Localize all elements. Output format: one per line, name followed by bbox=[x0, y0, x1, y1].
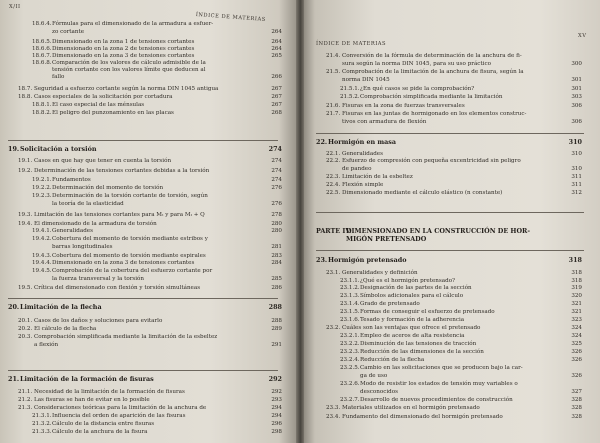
right-section-rule bbox=[316, 133, 584, 134]
right-section-number: 23.3. bbox=[326, 405, 341, 411]
left-toc-line bbox=[32, 276, 144, 282]
left-toc-line bbox=[32, 421, 154, 427]
left-toc-line bbox=[32, 193, 208, 199]
left-page-number: 280 bbox=[271, 221, 282, 227]
right-page-number: 323 bbox=[571, 317, 582, 323]
left-toc-line bbox=[32, 29, 84, 35]
left-toc-line bbox=[8, 146, 96, 152]
right-page-number: 306 bbox=[571, 103, 582, 109]
left-section-title: Las fisuras se han de evitar en lo posible bbox=[34, 397, 150, 403]
left-section-number: 21.2. bbox=[18, 397, 33, 403]
right-toc-line bbox=[326, 61, 491, 67]
right-toc-line bbox=[316, 257, 407, 263]
left-toc-line bbox=[32, 260, 194, 266]
left-section-number: 18.8.1. bbox=[32, 102, 52, 108]
left-section-title: Dimensionado en la zona 1 de tensiones cortantes bbox=[52, 39, 195, 45]
left-page-number: 285 bbox=[271, 276, 282, 282]
left-section-title: Dimensionado en la zona 3 de tensiones cortantes bbox=[52, 53, 195, 59]
left-section-title: Generalidades bbox=[52, 228, 93, 234]
left-section-title: Determinación de las tensiones cortantes debidas a la torsión bbox=[34, 168, 210, 174]
right-page-number: 310 bbox=[571, 151, 582, 157]
left-section-number: 18.8. bbox=[18, 94, 33, 100]
left-toc-line bbox=[18, 168, 209, 174]
left-toc-line bbox=[32, 201, 124, 207]
left-page-number: 264 bbox=[271, 39, 282, 45]
left-section-title: Dimensionado en la zona 3 de tensiones cortantes bbox=[52, 260, 195, 266]
right-section-title: Reducción de la flecha bbox=[360, 357, 425, 363]
left-section-title: Comprobación simplificada mediante la limitación de la esbeltez bbox=[34, 334, 218, 340]
right-section-title: DIMENSIONADO EN LA CONSTRUCCIÓN DE HOR- bbox=[346, 227, 530, 235]
right-page-number: 321 bbox=[571, 309, 582, 315]
left-section-title: Comparación de los valores de cálculo admisible de la bbox=[52, 60, 206, 66]
left-toc-line bbox=[32, 74, 64, 80]
right-toc-line bbox=[340, 349, 484, 355]
right-toc-line bbox=[316, 236, 426, 242]
left-section-rule bbox=[8, 298, 278, 299]
left-section-number: 19.2.2. bbox=[32, 185, 52, 191]
right-page-number: 326 bbox=[571, 373, 582, 379]
left-page-number: 274 bbox=[271, 177, 282, 183]
right-section-number: 23.2. bbox=[326, 325, 341, 331]
right-page-number: 324 bbox=[571, 333, 582, 339]
right-page bbox=[300, 0, 600, 443]
left-toc-line bbox=[18, 158, 171, 164]
right-toc-line bbox=[340, 86, 474, 92]
right-section-title: Disminución de las tensiones de tracción bbox=[360, 341, 477, 347]
right-toc-line bbox=[326, 53, 522, 59]
right-page-number: 311 bbox=[571, 174, 582, 180]
left-page-number: 278 bbox=[271, 212, 282, 218]
left-toc-line bbox=[18, 94, 173, 100]
left-toc-line bbox=[32, 429, 148, 435]
left-page-number: 276 bbox=[271, 201, 282, 207]
right-section-rule bbox=[316, 212, 584, 213]
right-section-number: 23.1.1. bbox=[340, 278, 360, 284]
left-section-number: 19.2.3. bbox=[32, 193, 52, 199]
left-page-number: 288 bbox=[268, 303, 282, 311]
right-page-number: 300 bbox=[571, 61, 582, 67]
left-page-number: 296 bbox=[271, 421, 282, 427]
left-section-title: Seguridad a esfuerzo cortante según la norma DIN 1045 antigua bbox=[34, 86, 219, 92]
left-section-number: 19.4.3. bbox=[32, 253, 52, 259]
left-page-number: 274 bbox=[271, 168, 282, 174]
right-page-number: 303 bbox=[571, 94, 582, 100]
right-section-title: Grado de pretensado bbox=[360, 301, 420, 307]
left-page-number: 288 bbox=[271, 318, 282, 324]
left-page-number: 289 bbox=[271, 326, 282, 332]
right-page-number: 327 bbox=[571, 389, 582, 395]
left-section-title: Cálculo de la anchura de la fisura bbox=[52, 429, 148, 435]
left-section-number: 19. bbox=[8, 145, 20, 153]
left-page-number: 283 bbox=[271, 253, 282, 259]
left-section-title: barras longitudinales bbox=[52, 244, 113, 250]
left-toc-line bbox=[32, 53, 194, 59]
left-page-number: 293 bbox=[271, 397, 282, 403]
left-toc-line bbox=[32, 46, 194, 52]
right-toc-line bbox=[340, 293, 463, 299]
right-toc-line bbox=[340, 309, 495, 315]
left-section-number: 19.4.5. bbox=[32, 268, 52, 274]
left-section-number: 18.6.6. bbox=[32, 46, 52, 52]
left-section-title: fallo bbox=[52, 74, 65, 80]
right-section-title: Dimensionado mediante el cálculo elástico (n constante) bbox=[342, 190, 503, 196]
right-toc-line bbox=[326, 174, 413, 180]
right-page-number: 311 bbox=[571, 182, 582, 188]
right-section-rule bbox=[316, 250, 584, 251]
left-toc-line bbox=[18, 86, 218, 92]
right-section-number: 23.1. bbox=[326, 270, 341, 276]
right-section-title: Generalidades y definición bbox=[342, 270, 418, 276]
left-page-number: 294 bbox=[271, 405, 282, 411]
left-toc-line bbox=[32, 177, 91, 183]
right-section-title: Comprobación de la limitación de la anchura de fisura, según la bbox=[342, 69, 524, 75]
right-section-title: Limitación de la esbeltez bbox=[342, 174, 413, 180]
left-page-number: 298 bbox=[271, 429, 282, 435]
left-toc-line bbox=[18, 326, 96, 332]
left-page-number: 294 bbox=[271, 413, 282, 419]
left-section-number: 18.6.4. bbox=[32, 21, 52, 27]
left-section-number: 19.1. bbox=[18, 158, 33, 164]
right-section-title: desconocidos bbox=[360, 389, 398, 395]
left-page-number: 265 bbox=[271, 53, 282, 59]
left-section-number: 18.6.8. bbox=[32, 60, 52, 66]
right-section-title: Cambio en las solicitaciones que se producen bajo la car- bbox=[360, 365, 523, 371]
left-section-number: 21.3. bbox=[18, 405, 33, 411]
left-section-title: Cobertura del momento de torsión mediante estribos y bbox=[52, 236, 208, 242]
left-toc-line bbox=[32, 236, 208, 242]
right-page-number: 310 bbox=[568, 138, 582, 146]
right-section-number: 21.5. bbox=[326, 69, 341, 75]
left-section-title: Cálculo de la distancia entre fisuras bbox=[52, 421, 155, 427]
left-section-title: Limitación de la formación de fisuras bbox=[20, 375, 154, 383]
right-section-title: Materiales utilizados en el hormigón pretensado bbox=[342, 405, 480, 411]
right-section-title: Fisuras en la zona de fuerzas transversales bbox=[342, 103, 465, 109]
left-section-number: 19.2.1. bbox=[32, 177, 52, 183]
right-page-number: 326 bbox=[571, 357, 582, 363]
left-section-title: Comprobación de la cobertura del esfuerzo cortante por bbox=[52, 268, 213, 274]
right-section-title: Flexión simple bbox=[342, 182, 384, 188]
left-page-number: 267 bbox=[271, 102, 282, 108]
right-section-title: Tesado y formación de la adherencia bbox=[360, 317, 465, 323]
left-section-number: 18.8.2. bbox=[32, 110, 52, 116]
left-toc-line bbox=[18, 405, 206, 411]
left-section-title: Dimensionado en la zona 2 de tensiones cortantes bbox=[52, 46, 195, 52]
left-section-title: Influencia del orden de aparición de las fisuras bbox=[52, 413, 186, 419]
right-folio: XV bbox=[578, 33, 587, 39]
right-toc-line bbox=[340, 357, 424, 363]
right-section-number: 23.2.1. bbox=[340, 333, 360, 339]
left-section-number: 20.1. bbox=[18, 318, 33, 324]
left-toc-line bbox=[18, 212, 205, 218]
left-page-number: 292 bbox=[268, 375, 282, 383]
left-section-title: tensión cortante con los valores límite que deducen al bbox=[52, 67, 206, 73]
right-section-title: ¿En qué casos se pide la comprobación? bbox=[360, 86, 475, 92]
right-toc-line bbox=[340, 94, 502, 100]
right-section-title: Fundamento del dimensionado del hormigón pretensado bbox=[342, 414, 503, 420]
right-section-number: 23.2.4. bbox=[340, 357, 360, 363]
right-toc-line bbox=[326, 325, 480, 331]
right-section-number: 21.5.2. bbox=[340, 94, 360, 100]
left-toc-line bbox=[32, 102, 144, 108]
right-toc-line bbox=[340, 301, 420, 307]
right-page-number: 318 bbox=[571, 270, 582, 276]
left-toc-line bbox=[18, 389, 185, 395]
left-section-number: 21.3.2. bbox=[32, 421, 52, 427]
right-section-title: tivos con armadura de flexión bbox=[342, 119, 427, 125]
right-section-number: 23.2.5. bbox=[340, 365, 360, 371]
left-section-title: Casos en que hay que tener en cuenta la torsión bbox=[34, 158, 172, 164]
right-toc-line bbox=[340, 317, 464, 323]
right-toc-line bbox=[326, 151, 383, 157]
left-section-title: Crítica del dimensionado con flexión y torsión simultáneas bbox=[34, 285, 201, 291]
left-section-title: Consideraciones teóricas para la limitación de la anchura de bbox=[34, 405, 207, 411]
right-page-number: 328 bbox=[571, 414, 582, 420]
left-section-title: El cálculo de la flecha bbox=[34, 326, 97, 332]
left-section-number: 19.3. bbox=[18, 212, 33, 218]
left-section-title: Casos de los daños y soluciones para evitarlo bbox=[34, 318, 163, 324]
right-section-number: 21.7. bbox=[326, 111, 341, 117]
right-section-number: 23.2.6. bbox=[340, 381, 360, 387]
left-toc-line bbox=[18, 318, 162, 324]
right-section-number: 22.4. bbox=[326, 182, 341, 188]
right-section-title: Formas de conseguir el esfuerzo de pretensado bbox=[360, 309, 495, 315]
right-toc-line bbox=[340, 365, 523, 371]
left-toc-line bbox=[32, 39, 194, 45]
right-toc-line bbox=[340, 381, 518, 387]
left-section-title: Fundamentos bbox=[52, 177, 91, 183]
left-toc-line bbox=[18, 342, 58, 348]
right-section-title: Desarrollo de nuevos procedimientos de construcción bbox=[360, 397, 513, 403]
right-toc-line bbox=[316, 139, 396, 145]
left-section-title: Limitación de las tensiones cortantes para Mₜ y para Mₜ + Q bbox=[34, 212, 205, 218]
right-section-title: Hormigón pretensado bbox=[328, 256, 407, 264]
book-gutter bbox=[296, 0, 304, 443]
right-section-number: 22.2. bbox=[326, 158, 341, 164]
right-toc-line bbox=[326, 119, 426, 125]
right-running-head: ÍNDICE DE MATERIAS bbox=[316, 41, 387, 47]
right-page-number: 318 bbox=[571, 278, 582, 284]
right-section-number: 23.2.7. bbox=[340, 397, 360, 403]
left-section-title: El caso especial de las ménsulas bbox=[52, 102, 145, 108]
right-page-number: 324 bbox=[571, 325, 582, 331]
right-section-number: 23.4. bbox=[326, 414, 341, 420]
right-toc-line bbox=[340, 373, 387, 379]
left-page-number: 280 bbox=[271, 228, 282, 234]
left-toc-line bbox=[8, 304, 102, 310]
right-toc-line bbox=[326, 414, 503, 420]
right-section-number: 22.1. bbox=[326, 151, 341, 157]
right-toc-line bbox=[326, 190, 502, 196]
left-toc-line bbox=[32, 21, 213, 27]
right-section-number: 23.1.3. bbox=[340, 293, 360, 299]
right-section-number: 21.4. bbox=[326, 53, 341, 59]
right-toc-line bbox=[326, 158, 521, 164]
left-page-number: 292 bbox=[271, 389, 282, 395]
left-section-title: Solicitación a torsión bbox=[20, 145, 97, 153]
left-toc-line bbox=[18, 221, 157, 227]
left-toc-line bbox=[18, 397, 150, 403]
left-section-number: 21.1. bbox=[18, 389, 33, 395]
left-page-number: 267 bbox=[271, 86, 282, 92]
right-toc-line bbox=[326, 182, 383, 188]
right-section-number: 21.5.1. bbox=[340, 86, 360, 92]
right-section-title: Esfuerzo de compresión con pequeña excentricidad sin peligro bbox=[342, 158, 521, 164]
right-toc-line bbox=[326, 270, 418, 276]
left-toc-line bbox=[32, 413, 185, 419]
right-toc-line bbox=[326, 111, 526, 117]
left-toc-line bbox=[18, 334, 217, 340]
right-toc-line bbox=[340, 333, 464, 339]
right-section-title: MIGÓN PRETENSADO bbox=[346, 235, 427, 243]
left-page-number: 284 bbox=[271, 260, 282, 266]
left-folio: X/II bbox=[9, 4, 21, 10]
left-page-number: 266 bbox=[271, 74, 282, 80]
right-section-title: Hormigón en masa bbox=[328, 138, 397, 146]
right-page-number: 321 bbox=[571, 301, 582, 307]
right-section-number: 22. bbox=[316, 138, 328, 146]
left-toc-line bbox=[32, 110, 174, 116]
right-section-title: Generalidades bbox=[342, 151, 383, 157]
left-toc-line bbox=[18, 285, 200, 291]
right-page-number: 318 bbox=[568, 256, 582, 264]
right-section-number: 23.1.6. bbox=[340, 317, 360, 323]
left-section-title: Determinación del momento de torsión bbox=[52, 185, 164, 191]
left-page-number: 274 bbox=[271, 158, 282, 164]
left-section-title: Necesidad de la limitación de la formación de fisuras bbox=[34, 389, 185, 395]
right-page-number: 328 bbox=[571, 405, 582, 411]
left-page-number: 281 bbox=[271, 244, 282, 250]
left-section-title: la fuerza transversal y la torsión bbox=[52, 276, 145, 282]
left-page-number: 291 bbox=[271, 342, 282, 348]
right-page-number: 306 bbox=[571, 119, 582, 125]
right-section-number: 23.1.4. bbox=[340, 301, 360, 307]
left-toc-line bbox=[32, 268, 212, 274]
left-toc-line bbox=[32, 185, 163, 191]
left-section-title: El peligro del punzonamiento en las placas bbox=[52, 110, 174, 116]
left-toc-line bbox=[32, 253, 206, 259]
left-section-title: Limitación de la flecha bbox=[20, 303, 102, 311]
right-page-number: 326 bbox=[571, 349, 582, 355]
left-toc-line bbox=[32, 67, 206, 73]
right-toc-line bbox=[326, 405, 480, 411]
left-toc-line bbox=[8, 376, 154, 382]
right-section-number: 21.6. bbox=[326, 103, 341, 109]
left-section-title: Fórmulas para el dimensionado de la armadura a esfuer- bbox=[52, 21, 214, 27]
left-section-number: 19.4. bbox=[18, 221, 33, 227]
left-section-title: El dimensionado de la armadura de torsión bbox=[34, 221, 157, 227]
right-section-number: 22.5. bbox=[326, 190, 341, 196]
right-section-number: 23. bbox=[316, 256, 328, 264]
left-section-title: zo cortante bbox=[52, 29, 85, 35]
right-toc-line bbox=[340, 285, 472, 291]
right-section-number: 23.1.2. bbox=[340, 285, 360, 291]
left-section-number: 19.5. bbox=[18, 285, 33, 291]
left-section-number: 18.7. bbox=[18, 86, 33, 92]
left-section-number: 21.3.3. bbox=[32, 429, 52, 435]
right-page-number: 328 bbox=[571, 397, 582, 403]
left-section-number: 21. bbox=[8, 375, 20, 383]
left-section-rule bbox=[8, 370, 278, 371]
right-section-title: Designación de las partes de la sección bbox=[360, 285, 472, 291]
right-toc-line bbox=[326, 69, 524, 75]
right-section-number: 22.3. bbox=[326, 174, 341, 180]
right-page-number: 301 bbox=[571, 77, 582, 83]
right-section-title: ¿Qué es el hormigón pretensado? bbox=[360, 278, 456, 284]
right-toc-line bbox=[340, 389, 398, 395]
right-section-number: 23.2.2. bbox=[340, 341, 360, 347]
right-page-number: 320 bbox=[571, 293, 582, 299]
right-toc-line bbox=[326, 103, 465, 109]
left-section-rule bbox=[8, 140, 278, 141]
left-section-number: 19.4.4. bbox=[32, 260, 52, 266]
left-section-number: 19.2. bbox=[18, 168, 33, 174]
right-section-title: ga de uso bbox=[360, 373, 388, 379]
left-page-number: 264 bbox=[271, 29, 282, 35]
right-page-number: 312 bbox=[571, 190, 582, 196]
left-toc-line bbox=[32, 228, 93, 234]
left-section-title: Casos especiales de la solicitación por cortadura bbox=[34, 94, 173, 100]
right-section-title: Modo de resistir los estados de tensión muy variables o bbox=[360, 381, 518, 387]
right-page-number: 301 bbox=[571, 86, 582, 92]
right-section-title: norma DIN 1045 bbox=[342, 77, 390, 83]
right-toc-line bbox=[326, 166, 371, 172]
right-section-title: Cuáles son las ventajas que ofrece el pretensado bbox=[342, 325, 481, 331]
right-section-title: Empleo de aceros de alta resistencia bbox=[360, 333, 465, 339]
left-toc-line bbox=[32, 60, 206, 66]
right-toc-line bbox=[316, 228, 530, 234]
left-section-title: la teoría de la elasticidad bbox=[52, 201, 124, 207]
right-section-title: sura según la norma DIN 1045, para su uso práctico bbox=[342, 61, 491, 67]
right-toc-line bbox=[326, 77, 390, 83]
right-section-title: Reducción de las dimensiones de la sección bbox=[360, 349, 484, 355]
left-page-number: 286 bbox=[271, 285, 282, 291]
left-toc-line bbox=[32, 244, 113, 250]
left-section-number: 20. bbox=[8, 303, 20, 311]
left-page-number: 264 bbox=[271, 46, 282, 52]
left-page-number: 274 bbox=[268, 145, 282, 153]
right-page-number: 319 bbox=[571, 285, 582, 291]
left-section-title: Determinación de la torsión cortante de torsión, según bbox=[52, 193, 208, 199]
right-section-number: 23.1.5. bbox=[340, 309, 360, 315]
left-page-number: 268 bbox=[271, 110, 282, 116]
left-section-number: 18.6.7. bbox=[32, 53, 52, 59]
right-section-title: de pandeo bbox=[342, 166, 372, 172]
right-toc-line bbox=[340, 397, 513, 403]
right-section-number: 23.2.3. bbox=[340, 349, 360, 355]
right-toc-line bbox=[340, 278, 455, 284]
left-section-number: 21.3.1. bbox=[32, 413, 52, 419]
left-section-number: 20.3. bbox=[18, 334, 33, 340]
right-page-number: 325 bbox=[571, 341, 582, 347]
left-running-head: ÍNDICE DE MATERIAS bbox=[195, 12, 266, 23]
left-section-title: a flexión bbox=[34, 342, 59, 348]
right-page-number: 310 bbox=[571, 166, 582, 172]
right-section-title: Conversión de la fórmula de determinación de la anchura de fi- bbox=[342, 53, 522, 59]
left-page-number: 267 bbox=[271, 94, 282, 100]
left-section-title: Cobertura del momento de torsión mediante espirales bbox=[52, 253, 206, 259]
left-section-number: 19.4.1. bbox=[32, 228, 52, 234]
left-section-number: 18.6.5. bbox=[32, 39, 52, 45]
right-section-title: Fisuras en las juntas de hormigonado en los elementos construc- bbox=[342, 111, 527, 117]
right-toc-line bbox=[340, 341, 476, 347]
right-section-title: Símbolos adicionales para el cálculo bbox=[360, 293, 464, 299]
right-section-number: PARTE IV. bbox=[316, 227, 352, 235]
left-page-number: 276 bbox=[271, 185, 282, 191]
left-section-number: 20.2. bbox=[18, 326, 33, 332]
left-section-number: 19.4.2. bbox=[32, 236, 52, 242]
right-section-title: Comprobación simplificada mediante la limitación bbox=[360, 94, 503, 100]
